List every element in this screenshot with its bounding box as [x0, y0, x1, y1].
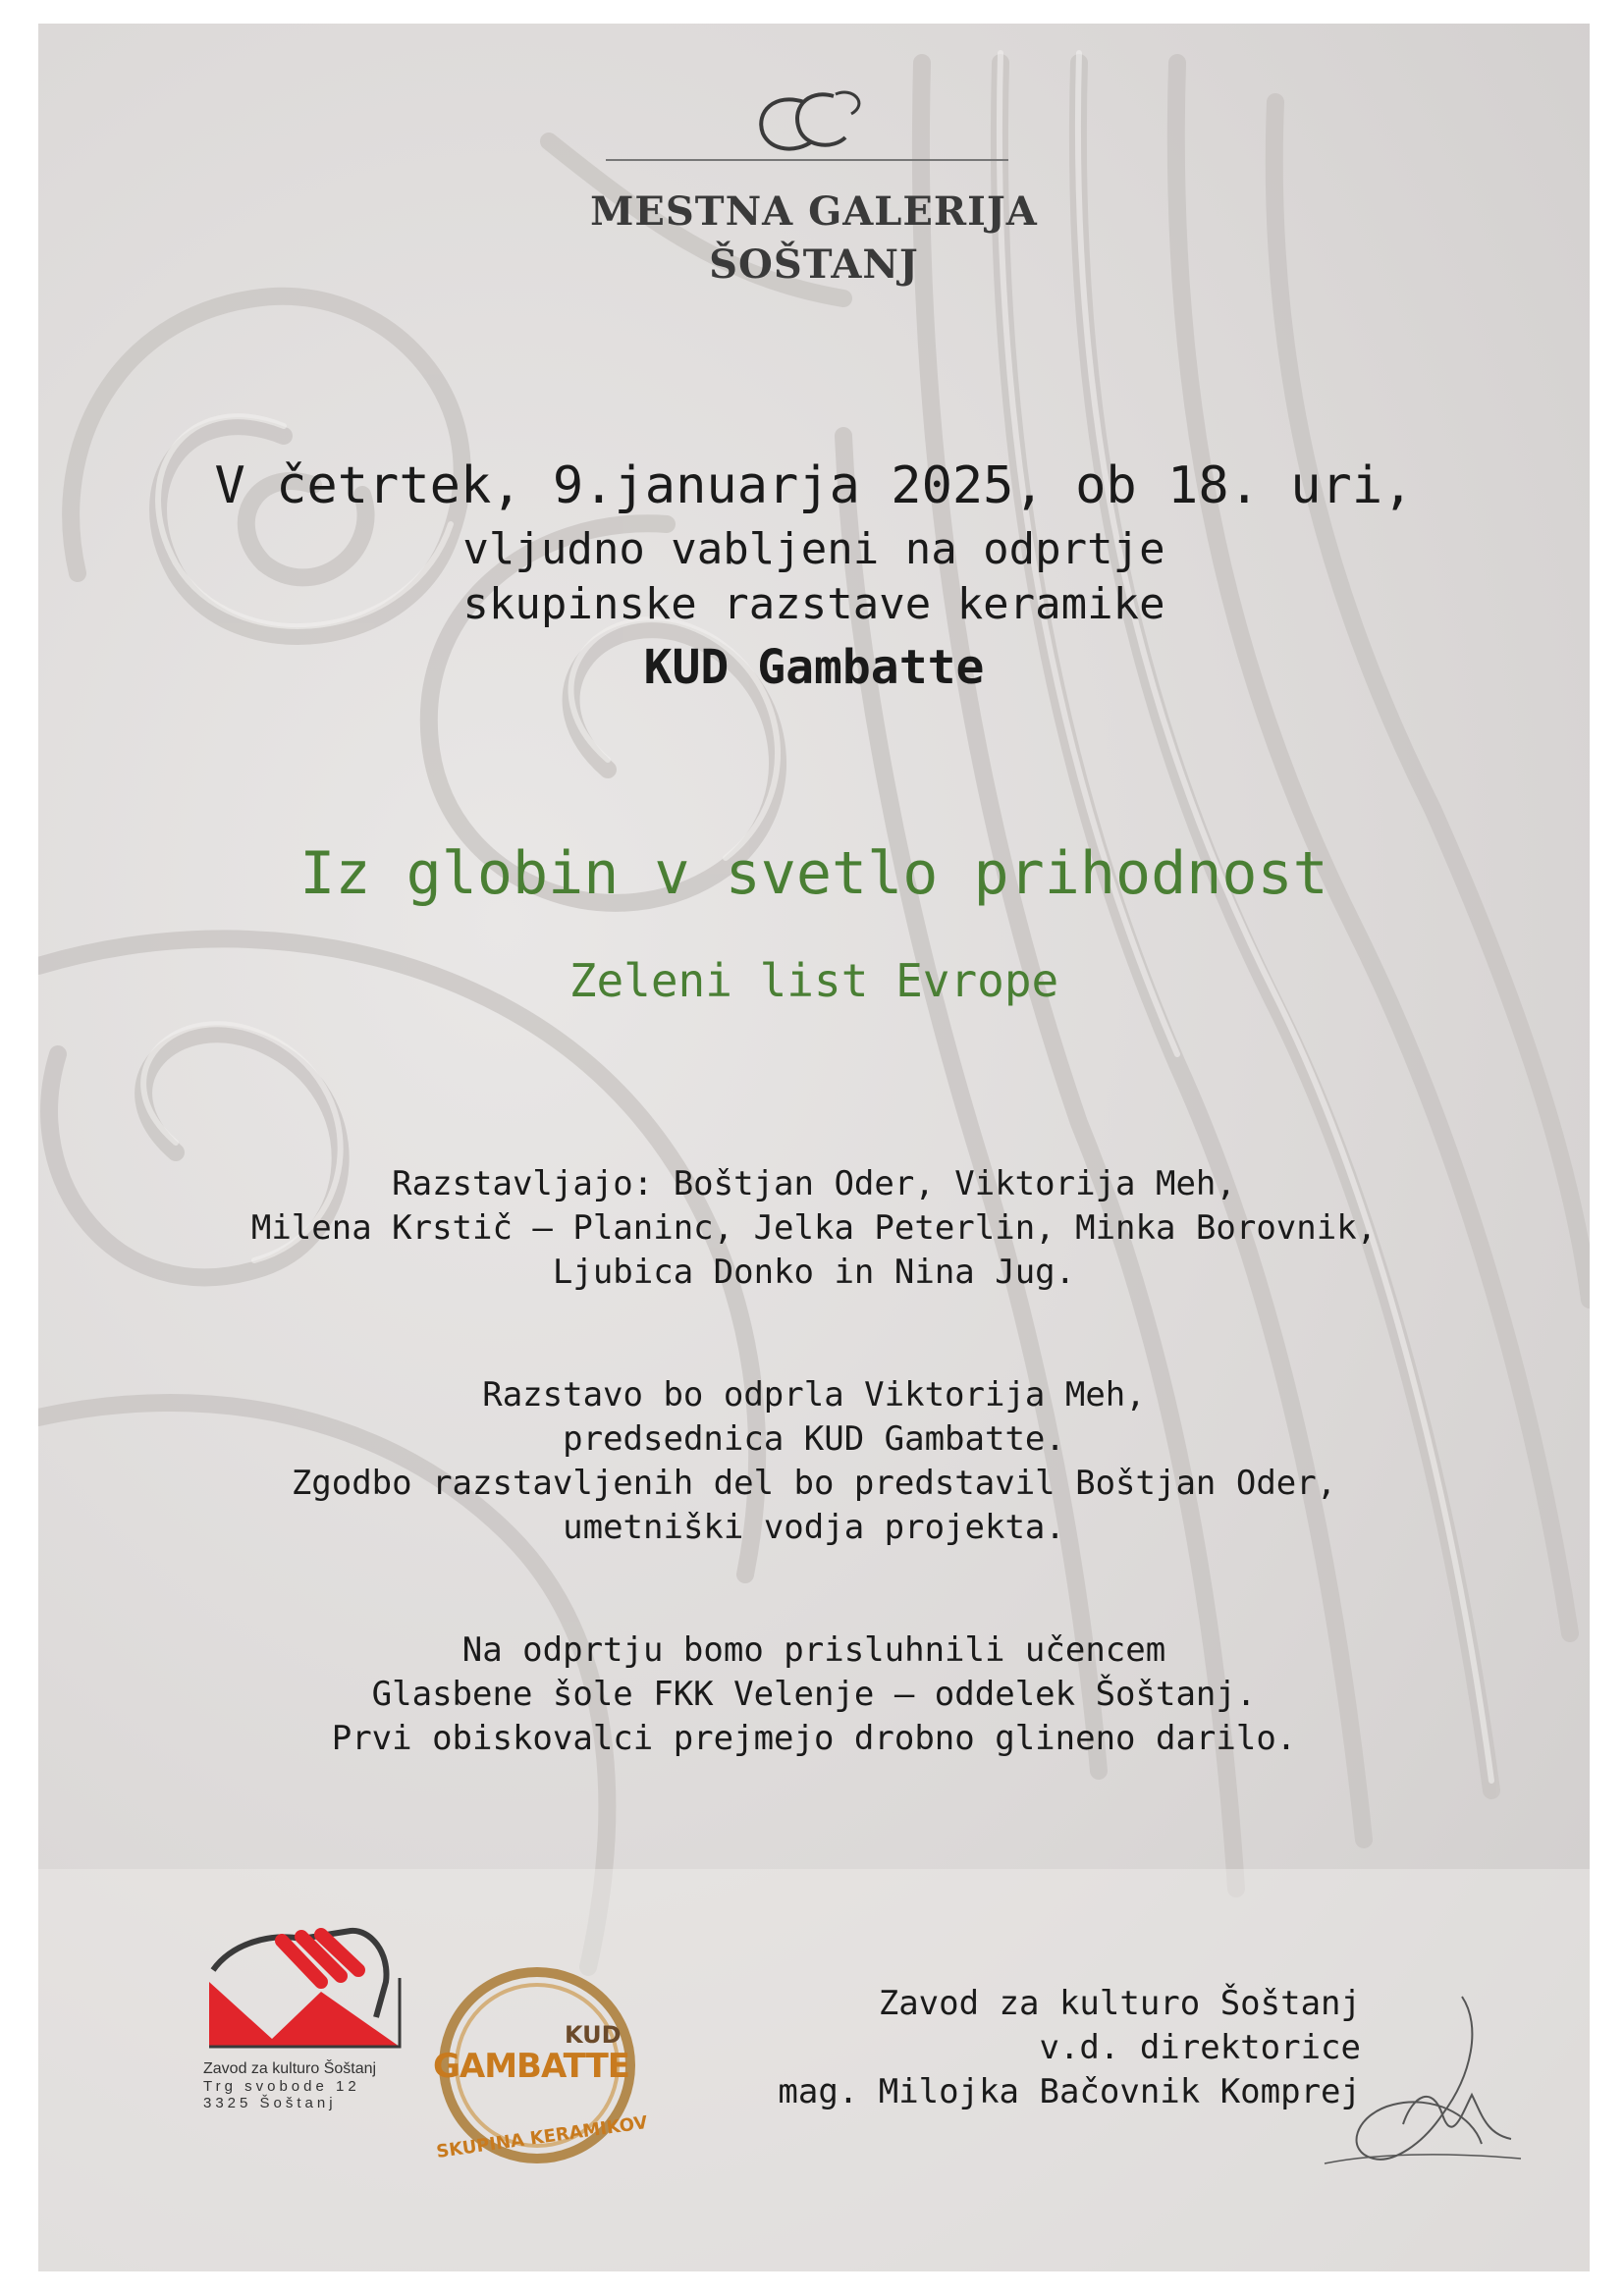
exhibitors-line: Razstavljajo: Boštjan Oder, Viktorija Meh, — [392, 1164, 1236, 1203]
exhibition-subtitle: Zeleni list Evrope — [568, 954, 1059, 1007]
opening-paragraph — [38, 1373, 1590, 1550]
signature-org: Zavod za kulturo Šoštanj — [878, 1984, 1361, 2023]
zavod-logo — [203, 1923, 405, 2119]
intro-line-organizer: KUD Gambatte — [643, 640, 985, 695]
program-line: Na odprtju bomo prisluhnili učencem — [461, 1630, 1166, 1670]
exhibitors-line: Ljubica Donko in Nina Jug. — [552, 1253, 1076, 1292]
gallery-town: ŠOŠTANJ — [709, 241, 919, 288]
exhibitors-paragraph — [38, 1162, 1590, 1295]
program-line: Glasbene šole FKK Velenje – oddelek Šoštanj. — [371, 1675, 1257, 1714]
opening-line: Zgodbo razstavljenih del bo predstavil Boštjan Oder, — [291, 1464, 1337, 1503]
gambatte-logo — [419, 1943, 665, 2188]
gallery-logo-rule — [606, 159, 1008, 161]
intro-date-line: V četrtek, 9.januarja 2025, ob 18. uri, — [214, 456, 1414, 515]
exhibitors-line: Milena Krstič – Planinc, Jelka Peterlin, Minka Borovnik, — [250, 1208, 1378, 1248]
zavod-address-street: Trg svobode 12 — [203, 2078, 360, 2095]
gallery-name: MESTNA GALERIJA — [590, 188, 1038, 235]
opening-line: predsednica KUD Gambatte. — [563, 1419, 1065, 1459]
program-line: Prvi obiskovalci prejmejo drobno glineno darilo. — [331, 1719, 1297, 1758]
gallery-monogram-logo — [735, 82, 893, 161]
intro-line-invite: vljudno vabljeni na odprtje — [462, 524, 1165, 574]
signature-name: mag. Milojka Bačovnik Komprej — [778, 2072, 1361, 2111]
opening-line: umetniški vodja projekta. — [563, 1508, 1065, 1547]
zavod-address-town: 3325 Šoštanj — [203, 2095, 337, 2111]
zavod-name: Zavod za kulturo Šoštanj — [203, 2060, 377, 2077]
gambatte-kud: KUD — [565, 2021, 622, 2049]
intro-line-exhibition: skupinske razstave keramike — [462, 579, 1165, 629]
zavod-hand-mark-icon — [203, 1923, 405, 2051]
gambatte-ring-text: SKUPINA KERAMIKOV — [435, 2112, 649, 2163]
program-paragraph — [38, 1629, 1590, 1761]
signature-block — [778, 1982, 1361, 2114]
signature-role: v.d. direktorice — [1039, 2028, 1361, 2067]
handwritten-signature — [1315, 1967, 1531, 2183]
exhibition-title: Iz globin v svetlo prihodnost — [299, 839, 1328, 908]
opening-line: Razstavo bo odprla Viktorija Meh, — [482, 1375, 1146, 1415]
gambatte-name: GAMBATTE — [433, 2047, 630, 2086]
invitation-sheet — [38, 24, 1590, 2271]
